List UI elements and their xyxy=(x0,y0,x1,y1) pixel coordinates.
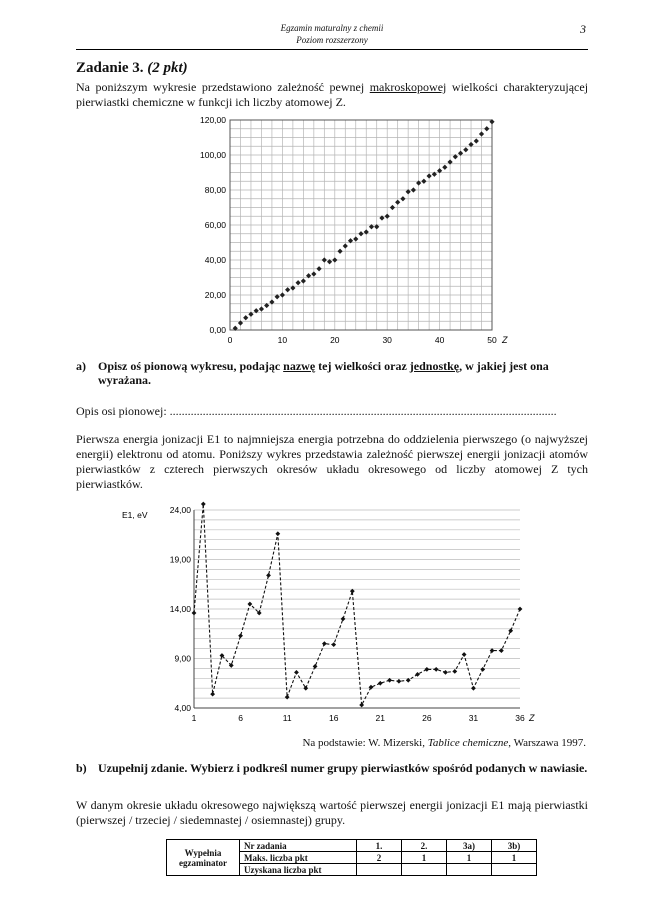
question-a-text-2: tej wielkości oraz xyxy=(318,359,407,373)
x-tick-label: 20 xyxy=(330,335,340,345)
obtained-points-cell[interactable] xyxy=(492,864,537,876)
obtained-points-cell[interactable] xyxy=(357,864,402,876)
data-point xyxy=(294,670,299,675)
data-point xyxy=(343,243,348,248)
row-task-number-label: Nr zadania xyxy=(240,840,357,852)
y-tick-label: 24,00 xyxy=(169,505,191,515)
data-point xyxy=(238,633,243,638)
y-tick-label: 19,00 xyxy=(169,554,191,565)
task-intro xyxy=(76,80,588,110)
x-tick-label: 50 xyxy=(487,335,497,345)
source-note xyxy=(302,737,586,749)
source-title: Tablice chemiczne xyxy=(427,737,509,749)
y-tick-label: 40,00 xyxy=(204,255,226,265)
max-points-cell: 1 xyxy=(492,852,537,864)
score-table xyxy=(166,839,537,876)
data-point xyxy=(411,187,416,192)
data-point xyxy=(463,147,468,152)
data-point xyxy=(359,703,364,708)
question-a-text-1: Opisz oś pionową wykresu, podając xyxy=(98,359,281,373)
x-tick-label: 10 xyxy=(277,335,288,345)
task-title-main: Zadanie 3. xyxy=(76,60,144,76)
data-point xyxy=(480,667,485,672)
question-a-text-3: , w jakiej jest ona wyrażana. xyxy=(98,359,549,387)
y-tick-label: 100,00 xyxy=(200,150,226,160)
y-tick-label: 14,00 xyxy=(169,604,191,614)
data-point xyxy=(471,686,476,691)
data-point xyxy=(442,165,447,170)
data-point xyxy=(311,271,316,276)
question-b-sentence: W danym okresie układu okresowego największą wartość pierwszej energii jonizacji E1 mają pierwiastki (pierwszej / trzeciej / siedemnastej / osiemnastej) grupy. xyxy=(76,798,588,827)
data-point xyxy=(247,602,252,607)
intro-text-2: wielkości charakteryzującej pierwiastki chemiczne w funkcji ich liczby atomowej Z. xyxy=(76,80,589,109)
y-axis-label: E1, eV xyxy=(122,510,148,520)
max-points-cell: 1 xyxy=(447,852,492,864)
data-point xyxy=(296,280,301,285)
data-point xyxy=(390,205,395,210)
obtained-points-cell[interactable] xyxy=(402,864,447,876)
question-a-underline-1: nazwę xyxy=(283,359,316,373)
y-tick-label: 60,00 xyxy=(204,220,226,230)
chart-2 xyxy=(122,500,548,734)
page-number: 3 xyxy=(580,22,586,36)
task-number-cell: 1. xyxy=(357,840,402,852)
x-tick-label: 26 xyxy=(422,713,432,723)
data-point xyxy=(395,200,400,205)
source-prefix: Na podstawie: W. Mizerski, xyxy=(302,737,425,749)
question-a xyxy=(76,359,588,387)
question-b-text: Uzupełnij zdanie. Wybierz i podkreśl numer grupy pierwiastków spośród podanych w nawiasie. xyxy=(98,761,588,775)
data-point xyxy=(484,126,489,131)
examiner-label: Wypełnia egzaminator xyxy=(167,840,240,876)
question-a-label: a) xyxy=(76,359,86,373)
data-point xyxy=(353,236,358,241)
task-title-points: (2 pkt) xyxy=(147,60,188,76)
series-line xyxy=(194,504,520,705)
answer-field-a[interactable]: Opis osi pionowej: ................................................................................................................................. xyxy=(76,404,557,418)
x-tick-label: 0 xyxy=(227,335,233,345)
data-point xyxy=(397,679,402,684)
task-number-cell: 3b) xyxy=(492,840,537,852)
question-b-label: b) xyxy=(76,761,87,775)
data-point xyxy=(331,642,336,647)
data-point xyxy=(243,315,248,320)
page-header xyxy=(0,22,664,46)
y-tick-label: 4,00 xyxy=(174,703,191,713)
data-point xyxy=(378,681,383,686)
data-point xyxy=(479,131,484,136)
data-point xyxy=(385,214,390,219)
x-tick-label: 36 xyxy=(515,713,525,723)
data-point xyxy=(443,670,448,675)
data-point xyxy=(301,278,306,283)
question-b xyxy=(76,761,588,775)
y-tick-label: 80,00 xyxy=(204,185,226,195)
source-suffix: , Warszawa 1997. xyxy=(508,737,586,749)
x-tick-label: 1 xyxy=(191,713,197,723)
obtained-points-cell[interactable] xyxy=(447,864,492,876)
row-obtained-points-label: Uzyskana liczba pkt xyxy=(240,864,357,876)
data-point xyxy=(192,611,197,616)
data-point xyxy=(266,573,271,578)
data-point xyxy=(369,685,374,690)
data-point xyxy=(316,266,321,271)
row-max-points-label: Maks. liczba pkt xyxy=(240,852,357,864)
data-point xyxy=(421,179,426,184)
data-point xyxy=(259,306,264,311)
data-point xyxy=(358,231,363,236)
data-point xyxy=(201,502,206,507)
data-point xyxy=(400,196,405,201)
data-point xyxy=(280,292,285,297)
data-point xyxy=(474,138,479,143)
y-tick-label: 20,00 xyxy=(204,290,226,300)
data-point xyxy=(322,641,327,646)
x-tick-label: 11 xyxy=(282,713,292,723)
x-axis-label: Z xyxy=(502,335,508,345)
x-tick-label: 21 xyxy=(375,713,386,723)
y-tick-label: 0,00 xyxy=(209,325,226,335)
data-point xyxy=(452,669,457,674)
data-point xyxy=(285,695,290,700)
chart-1 xyxy=(180,112,520,350)
data-point xyxy=(518,607,523,612)
data-point xyxy=(303,686,308,691)
data-point xyxy=(341,617,346,622)
data-point xyxy=(434,667,439,672)
header-divider xyxy=(76,49,588,50)
intro-text-1: Na poniższym wykresie przedstawiono zależność pewnej xyxy=(76,80,365,94)
intro-underlined: makroskopowej xyxy=(369,80,447,94)
header-line-1: Egzamin maturalny z chemii xyxy=(280,23,384,33)
x-tick-label: 40 xyxy=(434,335,445,345)
task-title xyxy=(76,60,188,77)
data-point xyxy=(322,257,327,262)
x-tick-label: 31 xyxy=(468,713,479,723)
x-tick-label: 6 xyxy=(238,713,243,723)
y-tick-label: 120,00 xyxy=(200,115,226,125)
data-point xyxy=(275,531,280,536)
data-point xyxy=(427,173,432,178)
paragraph-ionization: Pierwsza energia jonizacji E1 to najmniejsza energia potrzebna do oddzielenia pierwszego (o najwyższej energii) elektronu od atomu. Poniższy wykres przedstawia zależność pierwszej energii jonizacji atomów pierwiastków z czterech pierwszych okresów układu okresowego od liczby atomowej Z tych pierwiastków. xyxy=(76,432,588,491)
x-tick-label: 16 xyxy=(328,713,339,723)
data-point xyxy=(462,652,467,657)
y-tick-label: 9,00 xyxy=(174,653,191,664)
question-a-underline-2: jednostkę xyxy=(409,359,460,373)
data-point xyxy=(332,257,337,262)
task-number-cell: 2. xyxy=(402,840,447,852)
data-point xyxy=(285,287,290,292)
x-axis-label: Z xyxy=(529,713,535,723)
max-points-cell: 2 xyxy=(357,852,402,864)
data-point xyxy=(337,249,342,254)
task-number-cell: 3a) xyxy=(447,840,492,852)
x-tick-label: 30 xyxy=(382,335,392,345)
header-line-2: Poziom rozszerzony xyxy=(296,35,368,45)
data-point xyxy=(424,667,429,672)
max-points-cell: 1 xyxy=(402,852,447,864)
data-point xyxy=(210,692,215,697)
